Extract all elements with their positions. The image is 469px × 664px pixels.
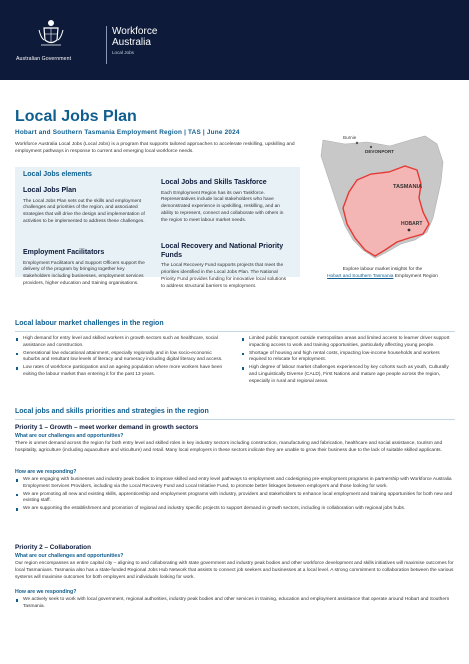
priority-1-challenges-text: There is unmet demand across the region for both entry level and skilled roles in key industry sectors including construction, manufacturing and fabrication, healthcare and social assistance, tourism and hospitality, agriculture (including aquaculture and viticulture) and retail. Many local employers in these sectors indicate they are unable to grow their business due to the lack of suitable skilled applicants.: [15, 441, 443, 453]
priority-1-title: Priority 1 – Growth – meet worker demand in growth sectors: [15, 424, 199, 431]
elements-heading: Local Jobs elements: [23, 171, 92, 178]
list-item: We actively seek to work with local government, regional authorities, industry peak bodies and other services in training, education and employment assistance that operate around Hobart and Southern Tasmania.: [15, 597, 455, 611]
taskforce-title: Local Jobs and Skills Taskforce: [161, 179, 267, 186]
region-insights-link[interactable]: Hobart and Southern Tasmania: [327, 274, 394, 279]
page-subtitle: Hobart and Southern Tasmania Employment Region | TAS | June 2024: [15, 129, 240, 136]
priority-2-response-question: How are we responding?: [15, 589, 77, 595]
header-divider: [106, 26, 107, 64]
priority-1-challenges-question: What are our challenges and opportunities?: [15, 433, 124, 439]
facilitators-card: [23, 249, 151, 288]
map-caption-prefix: Explore labour market insights for the: [342, 267, 423, 272]
priority-2-response-list: [15, 597, 455, 612]
list-item: Shortage of housing and high rental costs, impacting low-income households and workers required to relocate for employment.: [241, 351, 455, 365]
priority-2-challenges-question: What are our challenges and opportunities?: [15, 553, 124, 559]
challenges-right-list: [241, 336, 455, 387]
fund-card: [161, 243, 289, 291]
local-jobs-elements-panel: [15, 167, 300, 289]
header-banner: [0, 0, 469, 80]
priorities-rule: [15, 419, 455, 420]
gov-label: Australian Government: [16, 56, 72, 62]
wa-line2: Australia: [112, 36, 151, 48]
challenges-left-list: [15, 336, 227, 380]
map-caption-suffix: Employment Region: [394, 274, 438, 279]
list-item: High demand for entry level and skilled workers in growth sectors such as healthcare, social assistance and construction.: [15, 336, 227, 350]
tasmania-label: TASMANIA: [393, 184, 423, 190]
map-caption: [305, 266, 460, 280]
facilitators-title: Employment Facilitators: [23, 249, 105, 256]
page-title: Local Jobs Plan: [15, 108, 137, 125]
list-item: Low rates of workforce participation and an ageing population where more workers have been exiting the labour market than entering it for the past 13 years.: [15, 365, 227, 379]
wa-line1: Workforce: [112, 26, 158, 37]
hobart-label: HOBART: [401, 221, 423, 227]
hobart-marker: [408, 229, 411, 232]
fund-title: Local Recovery and National Priority Funds: [161, 243, 284, 259]
priority-2-title: Priority 2 – Collaboration: [15, 544, 91, 551]
challenges-rule: [15, 331, 455, 332]
burnie-label: Burnie: [343, 135, 357, 140]
intro-text: Workforce Australia Local Jobs (Local Jobs) is a program that supports tailored approaches to accelerate reskilling, upskilling and employment pathways in response to current and emerging local workforce needs.: [15, 142, 295, 154]
burnie-marker: [356, 142, 358, 144]
list-item: We are supporting the establishment and promotion of regional and industry specific projects to support demand in growth sectors, including in collaboration with regional jobs hubs.: [15, 506, 455, 513]
list-item: Generational low educational attainment, especially regionally and in low socio-economic suburbs and resultant low levels of literacy and numeracy including digital literacy and access.: [15, 351, 227, 365]
challenges-heading: Local labour market challenges in the region: [15, 320, 164, 327]
plan-title: Local Jobs Plan: [23, 187, 77, 194]
priorities-heading: Local jobs and skills priorities and strategies in the region: [15, 408, 209, 415]
australian-government-logo: [16, 18, 86, 66]
devonport-label: DEVONPORT: [365, 149, 395, 154]
facilitators-body: Employment Facilitators and Support Officers support the delivery of the program by bringing together key stakeholders including businesses, employment services providers, higher education and training organisations.: [23, 260, 145, 287]
priority-1-response-list: [15, 477, 455, 514]
list-item: We are promoting all new and existing skills, apprenticeship and employment programs with industry, providers and stakeholders to enhance local employment and training opportunities for both new and existing staff.: [15, 492, 455, 506]
coat-of-arms-icon: [36, 18, 66, 48]
list-item: Limited public transport outside metropolitan areas and limited access to learner driver support impacting access to work and training opportunities, particularly affecting young people.: [241, 336, 455, 350]
priority-1-response-question: How are we responding?: [15, 469, 77, 475]
plan-card: [23, 187, 151, 226]
taskforce-body: Each Employment Region has its own Taskforce. Representatives include local stakeholders who have demonstrated experience in upskilling, reskilling, and an ability to represent, connect and collaborate with others in the region to meet labour market needs.: [161, 190, 284, 224]
wa-sub: Local Jobs: [112, 50, 134, 55]
devonport-marker: [370, 146, 372, 148]
priority-2-challenges-text: Our region encompasses an entire capital city – aligning to and collaborating with state government and industry peak bodies and other workforce development and skills initiatives will maximise outcomes for local Tasmanians. Tasmania also has a state-funded Regional Jobs Hub Network that assists to connect job seekers and businesses at a local level. A strong commitment to collaboration between the various systems will maximise outcomes for both employers and individuals looking for work.: [15, 561, 454, 580]
plan-body: The Local Jobs Plan sets out the skills and employment challenges and priorities of the region, and associated strategies that will drive the design and implementation of activities to be implemented to address these challenges.: [23, 198, 145, 225]
taskforce-card: [161, 179, 289, 225]
list-item: We are engaging with businesses and industry peak bodies to improve skilled and entry level pathways to employment and codesigning pre-employment programs in partnership with Workforce Australia Employment Services Providers, including via the Local Recovery Fund and Local Initiative Fund, to promote better linkages between employers and those looking for work.: [15, 477, 455, 491]
workforce-australia-logo: [112, 27, 157, 55]
list-item: High degree of labour market challenges experienced by key cohorts such as youth, Culturally and Linguistically Diverse (CALD), First Nations and mature age people across the region, especially in rural and regional areas.: [241, 365, 455, 385]
fund-body: The Local Recovery Fund supports projects that meet the priorities identified in the Local Jobs Plan. The National Priority Fund provides funding for innovative local solutions to address structural barriers to employment.: [161, 263, 287, 289]
tasmania-region-map: [305, 122, 460, 267]
